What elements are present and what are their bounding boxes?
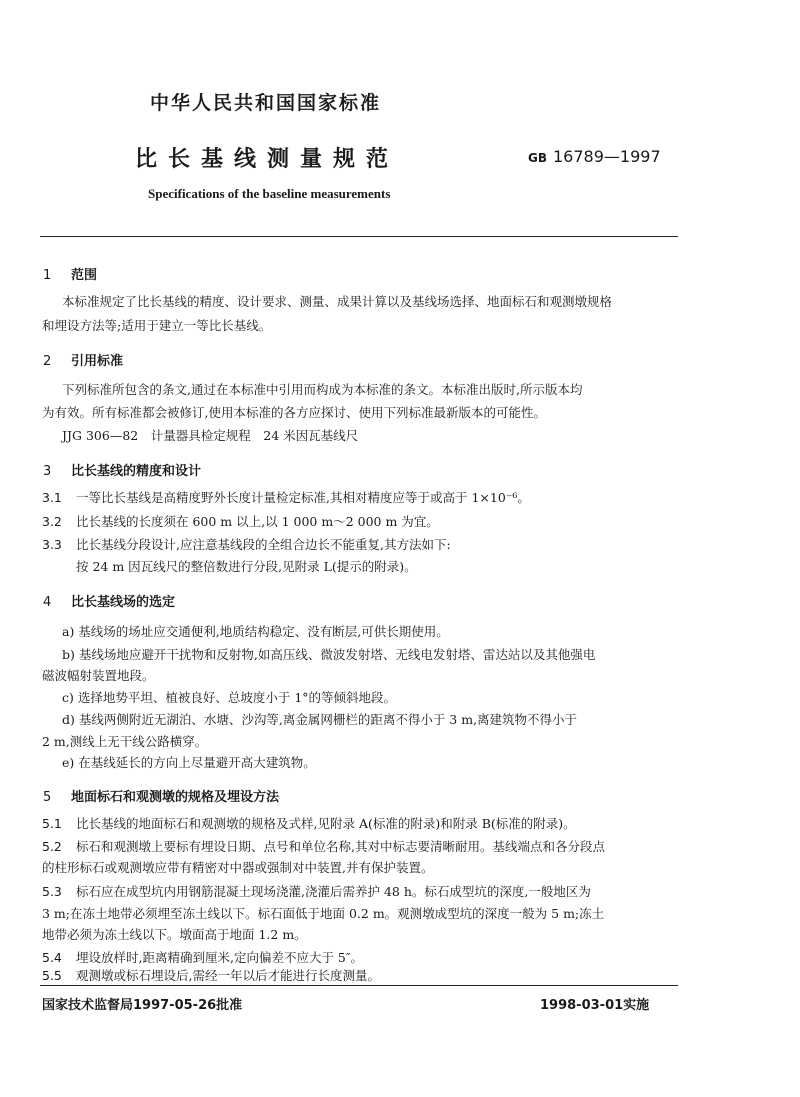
item-4e: e) 在基线延长的方向上尽量避开高大建筑物。: [62, 755, 316, 770]
clause-5-5: [42, 968, 380, 984]
section-3-heading: [43, 460, 201, 479]
clause-5-3-text: 标石应在成型坑内用钢筋混凝土现场浇灌,浇灌后需养护 48 h。标石成型坑的深度,一般地区为: [76, 884, 591, 899]
section-4-title: 比长基线场的选定: [71, 595, 176, 610]
clause-5-5-number: 5.5: [42, 968, 62, 983]
clause-3-3-continuation: 按 24 m 因瓦线尺的整倍数进行分段,见附录 L(提示的附录)。: [76, 559, 417, 574]
implementation-date: 1998-03-01实施: [540, 998, 650, 1013]
clause-3-3-text: 比长基线分段设计,应注意基线段的全组合边长不能重复,其方法如下:: [76, 537, 451, 552]
item-4d-line-1: d) 基线两侧附近无湖泊、水塘、沙沟等,离金属网栅栏的距离不得小于 3 m,离建筑物不得小于: [62, 712, 578, 727]
standard-code: [528, 147, 661, 166]
section-2-heading: [43, 350, 123, 369]
standard-code-prefix: GB: [528, 151, 547, 165]
clause-5-3-continuation-1: 3 m;在冻土地带必须埋至冻土线以下。标石面低于地面 0.2 m。观测墩成型坑的深度一般为 5 m;冻土: [42, 906, 605, 921]
approval-statement: 国家技术监督局1997-05-26批准: [42, 998, 243, 1013]
clause-5-3-continuation-2: 地带必须为冻土线以下。墩面高于地面 1.2 m。: [42, 927, 307, 942]
section-1-heading: [43, 264, 97, 283]
section-1-number: 1: [43, 268, 52, 283]
clause-5-2-continuation: 的柱形标石或观测墩应带有精密对中器或强制对中装置,并有保护装置。: [42, 860, 434, 875]
issuing-country-heading: 中华人民共和国国家标准: [150, 92, 382, 114]
clause-3-1-number: 3.1: [42, 490, 62, 505]
clause-3-2-text: 比长基线的长度须在 600 m 以上,以 1 000 m～2 000 m 为宜。: [76, 514, 439, 529]
clause-5-3-number: 5.3: [42, 884, 62, 899]
clause-5-3: [42, 884, 591, 900]
item-4b-line-2: 磁波幅射装置地段。: [42, 668, 155, 683]
clause-3-3: [42, 537, 451, 553]
clause-5-2-text: 标石和观测墩上要标有埋设日期、点号和单位名称,其对中标志要清晰耐用。基线端点和各分段点: [76, 839, 605, 854]
clause-5-1-text: 比长基线的地面标石和观测墩的规格及式样,见附录 A(标准的附录)和附录 B(标准的附录)。: [76, 816, 576, 831]
document-title-english: Specifications of the baseline measurements: [148, 186, 391, 201]
clause-5-2-number: 5.2: [42, 839, 62, 854]
section-5-number: 5: [43, 790, 52, 805]
section-2-line-2: 为有效。所有标准都会被修订,使用本标准的各方应探讨、使用下列标准最新版本的可能性。: [42, 405, 546, 420]
item-4b-line-1: b) 基线场地应避开干扰物和反射物,如高压线、微波发射塔、无线电发射塔、雷达站以及其他强电: [62, 647, 596, 662]
clause-3-2: [42, 514, 439, 530]
clause-5-4-number: 5.4: [42, 950, 62, 965]
document-title: 比长基线测量规范: [135, 147, 400, 172]
clause-3-1: [42, 490, 530, 506]
clause-5-5-text: 观测墩或标石埋设后,需经一年以后才能进行长度测量。: [76, 968, 380, 983]
section-2-title: 引用标准: [71, 354, 124, 369]
section-1-line-1: 本标准规定了比长基线的精度、设计要求、测量、成果计算以及基线场选择、地面标石和观测墩规格: [62, 294, 613, 309]
clause-5-4: [42, 950, 363, 966]
header-divider: [40, 236, 678, 237]
section-5-heading: [43, 786, 279, 805]
section-1-line-2: 和埋设方法等;适用于建立一等比长基线。: [42, 318, 272, 333]
section-3-number: 3: [43, 464, 52, 479]
item-4d-line-2: 2 m,测线上无干线公路横穿。: [42, 734, 208, 749]
referenced-standard: JJG 306—82 计量器具检定规程 24 米因瓦基线尺: [62, 428, 359, 443]
standard-code-number: 16789—1997: [553, 147, 661, 166]
section-4-heading: [43, 591, 175, 610]
section-5-title: 地面标石和观测墩的规格及埋设方法: [71, 790, 280, 805]
clause-3-1-text: 一等比长基线是高精度野外长度计量检定标准,其相对精度应等于或高于 1×10⁻⁶。: [76, 490, 530, 505]
clause-5-4-text: 埋设放样时,距离精确到厘米,定向偏差不应大于 5″。: [76, 950, 364, 965]
item-4a: a) 基线场的场址应交通便利,地质结构稳定、没有断层,可供长期使用。: [62, 624, 449, 639]
clause-5-2: [42, 839, 605, 855]
section-3-title: 比长基线的精度和设计: [71, 464, 202, 479]
section-2-line-1: 下列标准所包含的条文,通过在本标准中引用而构成为本标准的条文。本标准出版时,所示版本均: [62, 382, 583, 397]
footer-divider: [40, 985, 678, 986]
clause-3-3-number: 3.3: [42, 537, 62, 552]
section-2-number: 2: [43, 354, 52, 369]
item-4c: c) 选择地势平坦、植被良好、总坡度小于 1°的等倾斜地段。: [62, 690, 397, 705]
clause-5-1-number: 5.1: [42, 816, 62, 831]
section-4-number: 4: [43, 595, 52, 610]
section-1-title: 范围: [71, 268, 98, 283]
clause-5-1: [42, 816, 576, 832]
clause-3-2-number: 3.2: [42, 514, 62, 529]
